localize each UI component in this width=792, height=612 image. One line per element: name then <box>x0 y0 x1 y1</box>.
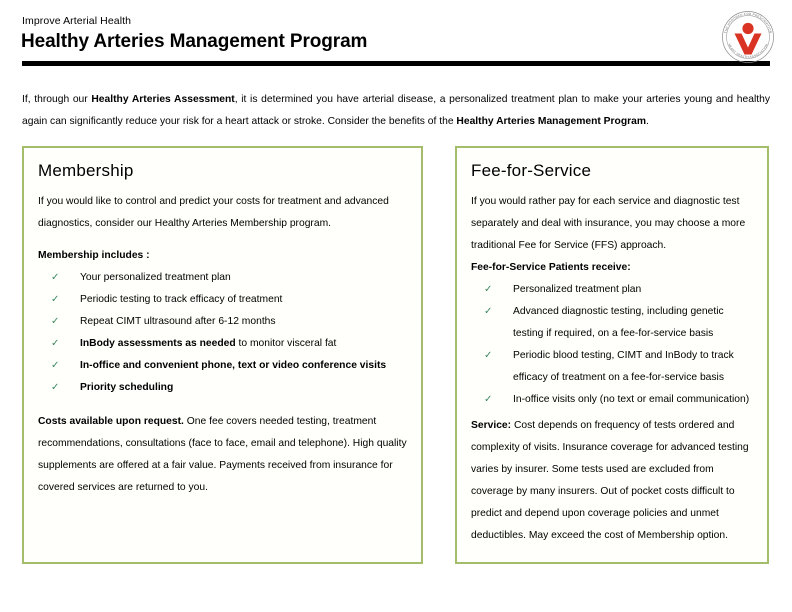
membership-cost-note-text: One fee covers needed testing, treatment recommendations, consultations (face to face, email and telephone). High quality supplements are offered at a fair value. Payments received from insurance for covered services are returned to you. <box>38 416 407 493</box>
list-item-label: Personalized treatment plan <box>513 284 642 295</box>
intro-text-2: , it is determined you have arterial disease, a personalized treatment plan to make your arteries young and healthy again can significantly reduce your risk for a heart attack or stroke. Consider the benefits of the <box>22 94 770 128</box>
intro-text-1: If, through our <box>22 94 92 106</box>
svg-text:HEART HEALTH ASSOCIATION: HEART HEALTH ASSOCIATION <box>727 42 769 60</box>
membership-checklist <box>38 267 407 399</box>
page-title: Healthy Arteries Management Program <box>21 31 368 52</box>
check-icon: ✓ <box>51 360 60 371</box>
intro-text-3: . <box>646 116 649 128</box>
list-item <box>471 389 753 411</box>
list-item <box>38 267 407 289</box>
list-item <box>38 289 407 311</box>
fee-for-service-checklist <box>471 279 753 411</box>
membership-panel <box>22 146 423 564</box>
fee-for-service-cost-note-text: Cost depends on frequency of tests ordered and complexity of visits. Insurance coverage for advanced testing varies by insurer. Some tests used are excluded from coverage by many insurers. Out of pocket costs difficult to predict and depend upon coverage policies and unmet deductibles. May exceed the cost of Membership option. <box>471 420 749 541</box>
list-item-label: Repeat CIMT ultrasound after 6-12 months <box>80 316 276 327</box>
intro-bold-assessment: Healthy Arteries Assessment <box>91 94 235 106</box>
membership-paragraph: If you would like to control and predict your costs for treatment and advanced diagnostics, consider our Healthy Arteries Membership program. <box>38 196 389 229</box>
intro-paragraph <box>22 89 770 133</box>
fee-for-service-panel <box>455 146 769 564</box>
fee-for-service-cost-note-bold: Service: <box>471 420 512 431</box>
list-item <box>38 311 407 333</box>
check-icon: ✓ <box>51 382 60 393</box>
check-icon: ✓ <box>51 294 60 305</box>
list-item-bold: Priority scheduling <box>80 382 174 393</box>
list-item-label: Advanced diagnostic testing, including genetic testing if required, on a fee-for-service basis <box>513 306 724 339</box>
check-icon: ✓ <box>51 316 60 327</box>
membership-cost-note <box>38 411 407 499</box>
list-item-label: Periodic blood testing, CIMT and InBody to track efficacy of treatment on a fee-for-service basis <box>513 350 734 383</box>
list-item-label: Periodic testing to track efficacy of treatment <box>80 294 283 305</box>
organization-logo-icon <box>718 7 778 67</box>
fee-for-service-paragraph: If you would rather pay for each service and diagnostic test separately and deal with insurance, you may choose a more traditional Fee for Service (FFS) approach. <box>471 196 746 251</box>
check-icon: ✓ <box>484 284 493 295</box>
list-item-bold: InBody assessments as needed <box>80 338 236 349</box>
fee-for-service-panel-content <box>457 148 767 562</box>
header-divider <box>22 61 770 66</box>
list-item <box>471 279 753 301</box>
membership-title: Membership <box>38 161 134 180</box>
list-item <box>38 377 407 399</box>
check-icon: ✓ <box>484 306 493 317</box>
list-item-label: to monitor visceral fat <box>235 338 337 349</box>
fee-for-service-list-heading: Fee-for-Service Patients receive: <box>471 262 631 273</box>
list-item-label: In-office visits only (no text or email communication) <box>513 394 750 405</box>
list-item <box>38 333 407 355</box>
intro-bold-program: Healthy Arteries Management Program <box>456 116 647 128</box>
check-icon: ✓ <box>51 338 60 349</box>
svg-text:THE HONORED FOR PRESCRIPTION: THE HONORED FOR PRESCRIPTION <box>723 11 773 34</box>
fee-for-service-title: Fee-for-Service <box>471 161 592 180</box>
list-item <box>471 345 753 389</box>
spacer <box>38 399 407 411</box>
list-item <box>471 301 753 345</box>
page-header <box>0 0 792 70</box>
check-icon: ✓ <box>484 350 493 361</box>
membership-cost-note-bold: Costs available upon request. <box>38 416 184 427</box>
list-item-bold: In-office and convenient phone, text or video conference visits <box>80 360 387 371</box>
list-item-label: Your personalized treatment plan <box>80 272 231 283</box>
list-item <box>38 355 407 377</box>
check-icon: ✓ <box>51 272 60 283</box>
header-eyebrow: Improve Arterial Health <box>22 15 132 27</box>
fee-for-service-cost-note <box>471 415 753 547</box>
check-icon: ✓ <box>484 394 493 405</box>
membership-list-heading: Membership includes : <box>38 250 150 261</box>
membership-panel-content <box>24 148 421 562</box>
